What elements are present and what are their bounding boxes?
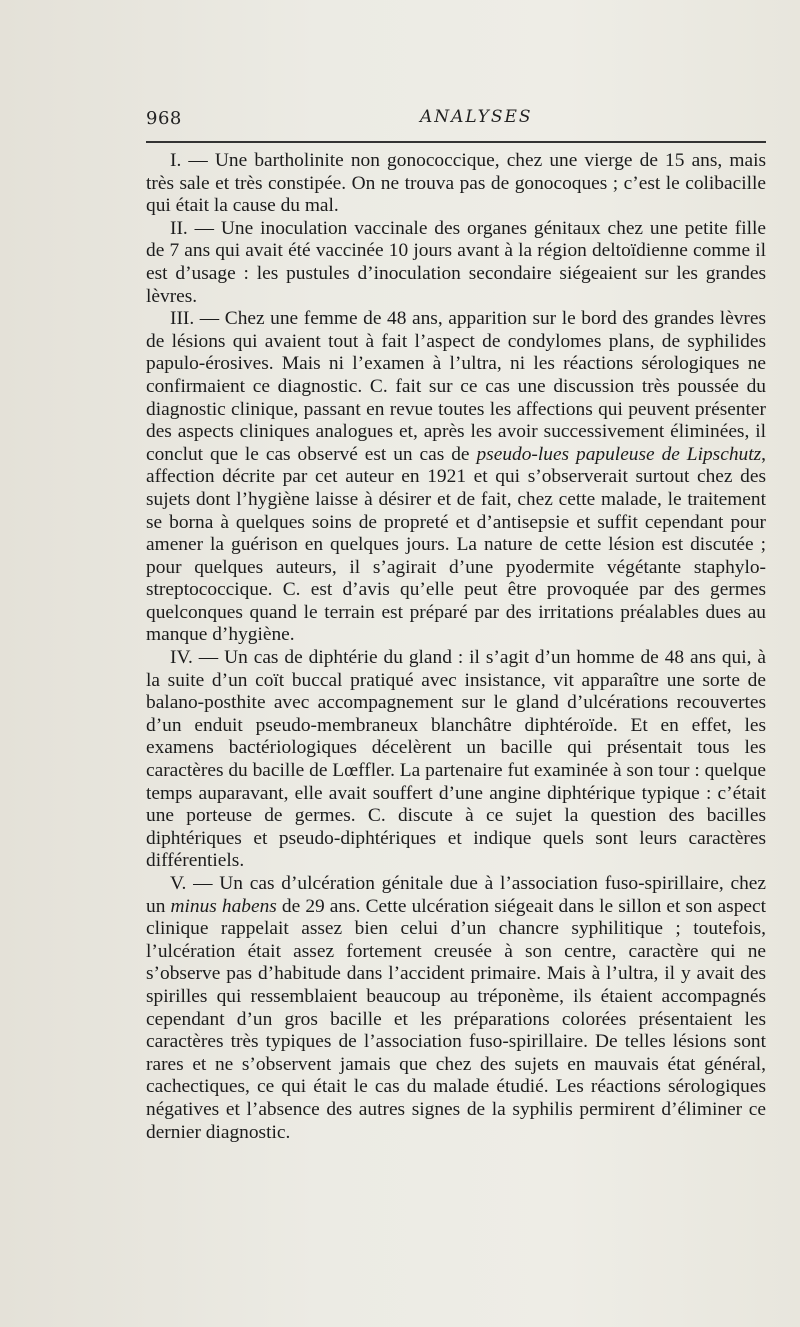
paragraph-text: de 29 ans. Cette ulcération siégeait dans le sillon et son aspect clinique rappelait assez bien celui d’un chancre syphilitique ; toutefois, l’ulcération était assez fortement creusée à son centre, caractère qui ne s’observe pas d’habitude dans l’accident primaire. Mais à l’ultra, il y avait des spirilles qui ressemblaient beaucoup au tréponème, ils étaient accompagnés cependant d’un gros bacille et les préparations colorées présentaient les caractères très typiques de l’association fuso-spirillaire. De telles lésions sont rares et ne s’observent jamais que chez des sujets en mauvais état général, cachectiques, ce qui était le cas du malade étudié. Les réactions sérologiques négatives et l’absence des autres signes de la syphilis permirent d’éliminer ce dernier diagnostic.	[146, 895, 766, 1143]
paragraph-case-2	[146, 218, 766, 308]
latin-term-italic: minus habens	[170, 895, 277, 917]
paragraph-text: I. — Une bartholinite non gonococcique, chez une vierge de 15 ans, mais très sale et très constipée. On ne trouva pas de gonocoques ; c’est le colibacille qui était la cause du mal.	[146, 150, 766, 217]
paragraph-text: IV. — Un cas de diphtérie du gland : il s’agit d’un homme de 48 ans qui, à la suite d’un coït buccal pratiqué avec insistance, vit apparaître une sorte de balano-posthite avec accompagnement sur le gland d’ulcérations recouvertes d’un enduit pseudo-membraneux blanchâtre diphtéroïde. Et en effet, les examens bactériologiques décelèrent un bacille qui présentait tous les caractères du bacille de Lœffler. La partenaire fut examinée à son tour : quelque temps auparavant, elle avait souffert d’une angine diphtérique typique : c’était une porteuse de germes. C. discute à ce sujet la question des bacilles diphtériques et pseudo-diphtériques et indique quels sont leurs caractères différentiels.	[146, 647, 766, 872]
disease-name-italic: pseudo-lues papuleuse de Lipschutz	[476, 443, 762, 465]
header-rule	[146, 141, 766, 143]
paragraph-text: V. — Un cas d’ulcération génitale due à l’association fuso-spirillaire, chez un	[146, 873, 766, 917]
paragraph-case-1	[146, 150, 766, 218]
paragraph-case-3	[146, 308, 766, 647]
page-header	[146, 104, 766, 134]
paragraph-case-5	[146, 873, 766, 1144]
paragraph-text: , affection décrite par cet auteur en 1921 et qui s’observerait surtout chez des sujets dont l’hygiène laisse à désirer et de fait, chez cette malade, le traitement se borna à quelques soins de propreté et d’antisepsie et suffit cependant pour amener la guérison en quelques jours. La nature de cette lésion est discutée ; pour quelques auteurs, il s’agirait d’une pyodermite végétante staphylo-streptococcique. C. est d’avis qu’elle peut être provoquée par des germes quelconques quand le terrain est préparé par des irritations préalables dues au manque d’hygiène.	[146, 443, 767, 646]
article-body	[146, 150, 766, 1144]
paragraph-text: III. — Chez une femme de 48 ans, apparition sur le bord des grandes lèvres de lésions qui avaient tout à fait l’aspect de condylomes plans, de syphilides papulo-érosives. Mais ni l’examen à l’ultra, ni les réactions sérologiques ne confirmaient ce diagnostic. C. fait sur ce cas une discussion très poussée du diagnostic clinique, passant en revue toutes les affections qui peuvent présenter des aspects cliniques analogues et, après les avoir successivement éliminées, il conclut que le cas observé est un cas de	[146, 308, 766, 465]
running-title: ANALYSES	[420, 107, 533, 127]
paragraph-case-4	[146, 647, 766, 873]
paragraph-text: II. — Une inoculation vaccinale des organes génitaux chez une petite fille de 7 ans qui avait été vaccinée 10 jours avant à la région deltoïdienne comme il est d’usage : les pustules d’inoculation secondaire siégeaient sur les grandes lèvres.	[146, 217, 766, 307]
page-number: 968	[146, 108, 182, 129]
